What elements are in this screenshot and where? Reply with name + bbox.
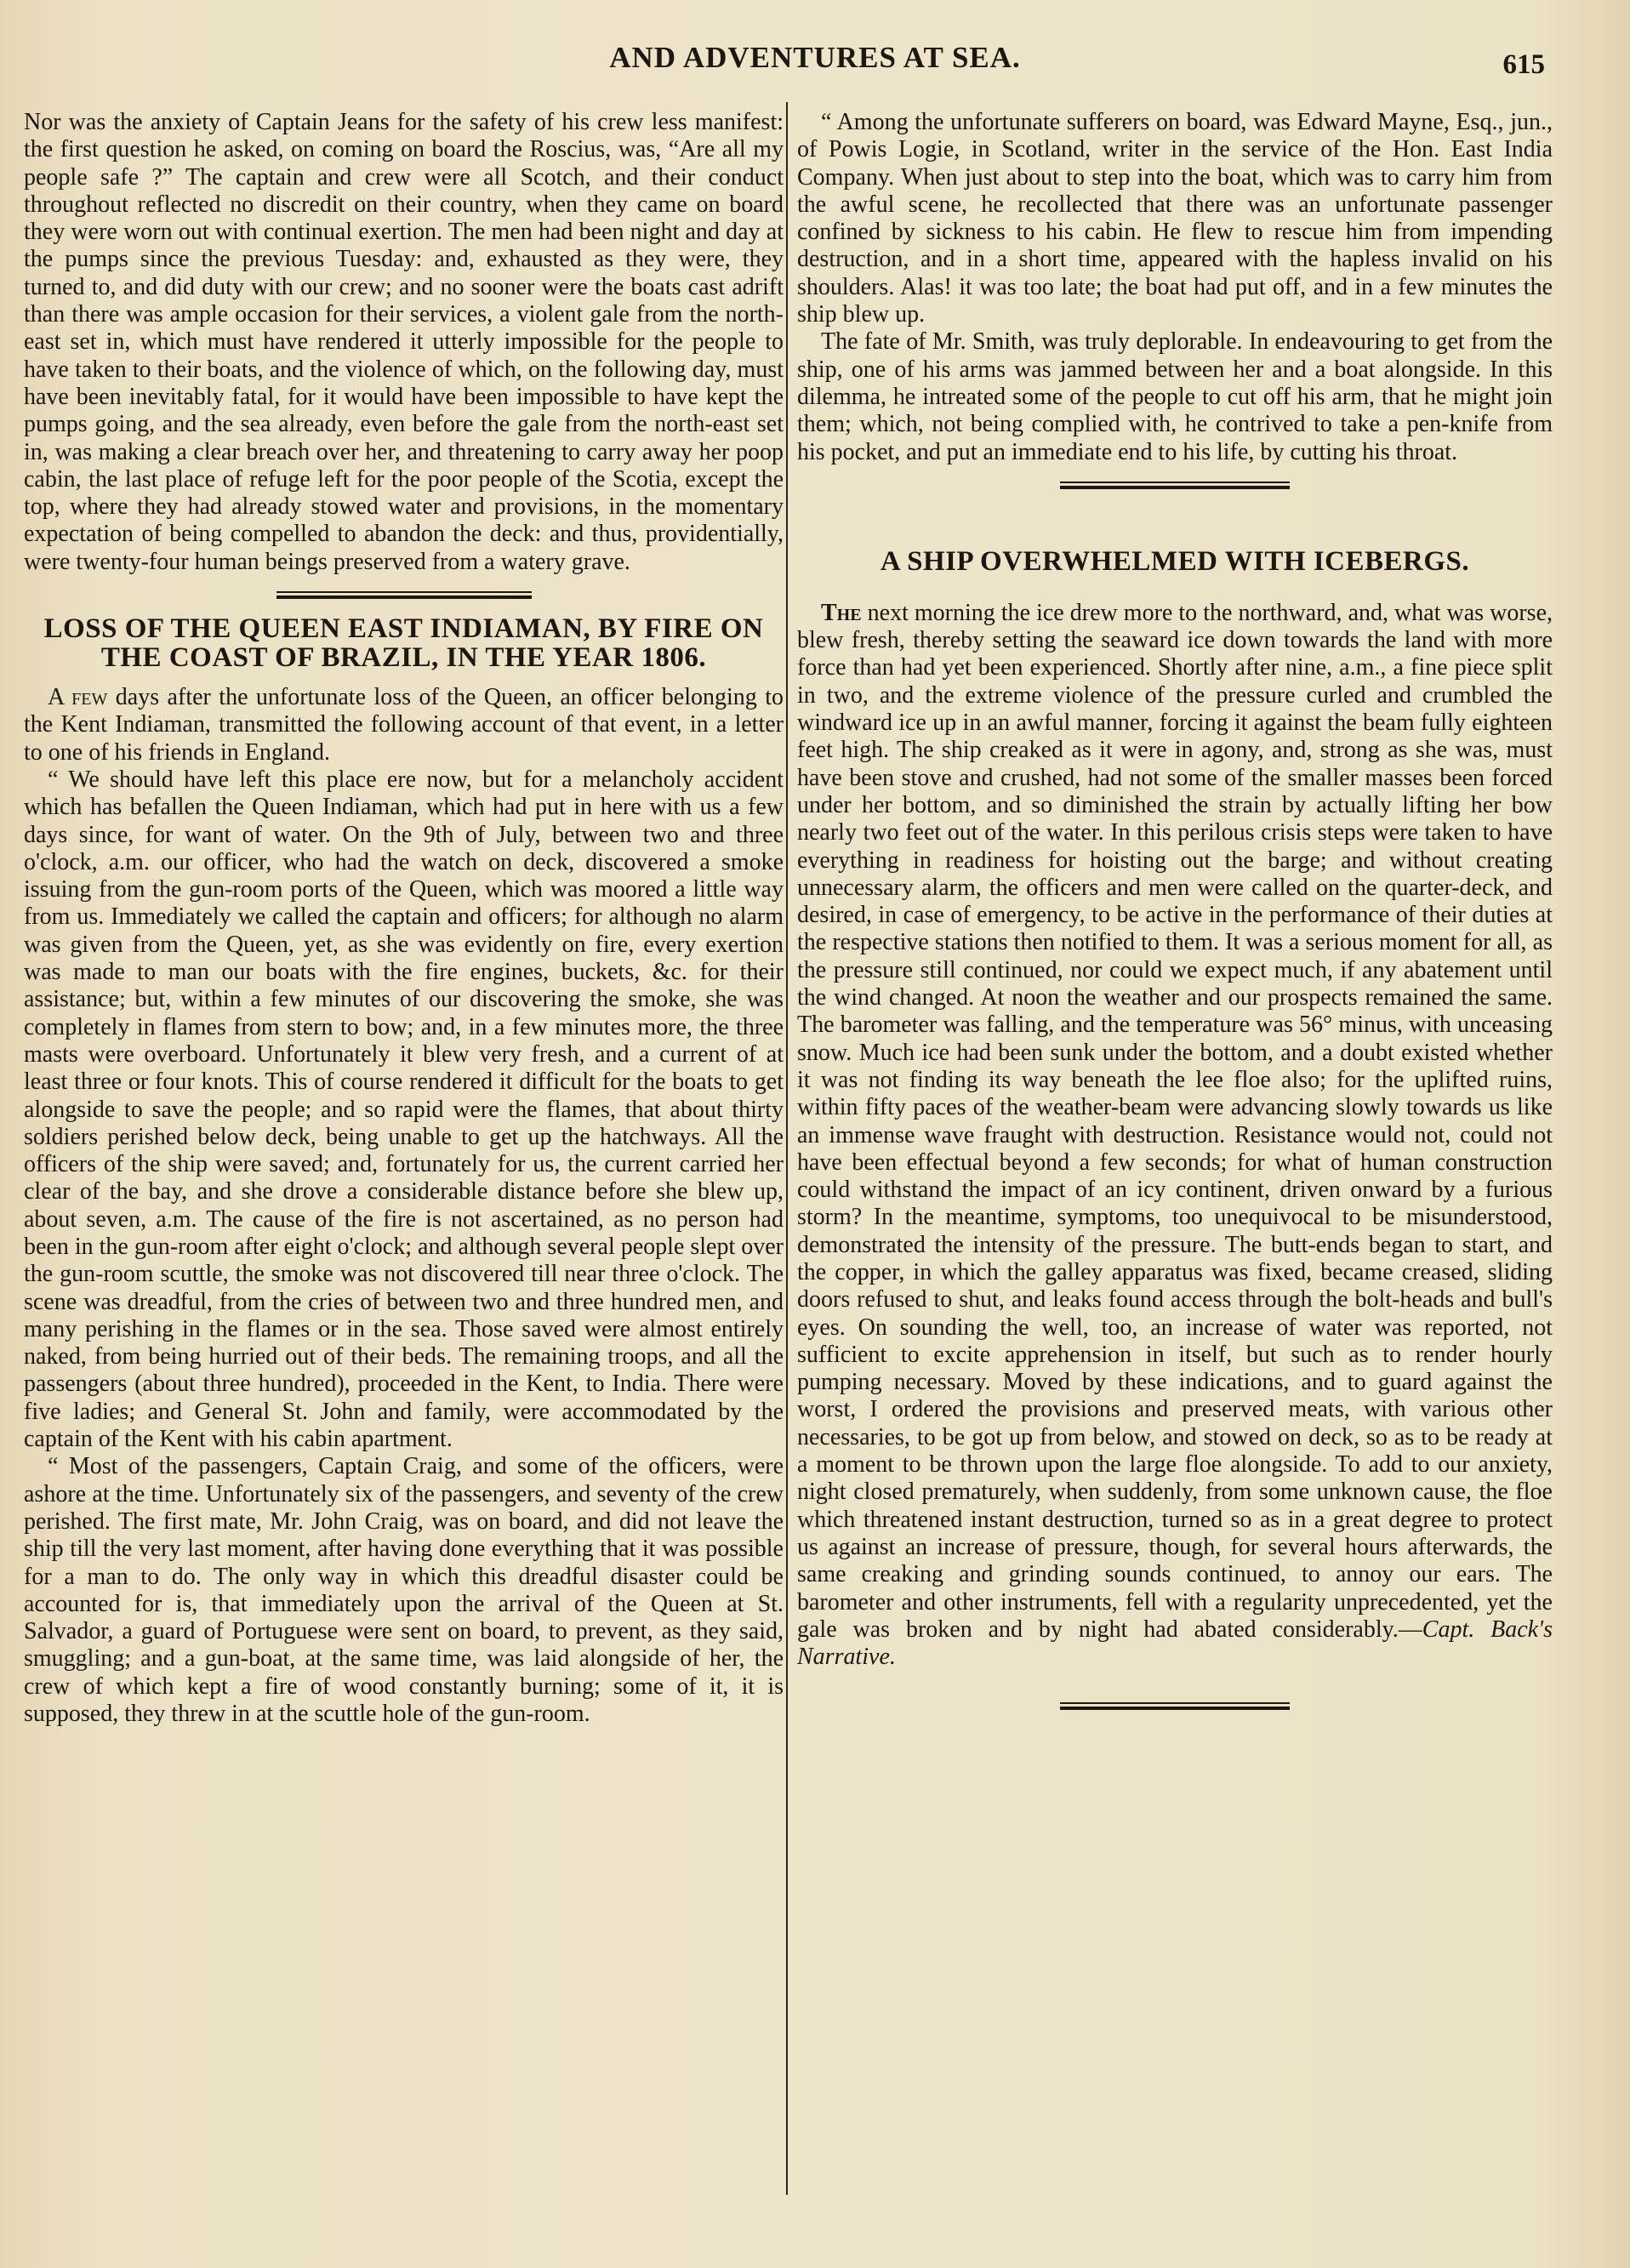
spacer — [797, 504, 1553, 547]
paragraph-letter-account: “ We should have left this place ere now, but for a melancholy accident which has befallen the Queen Indiaman, which had put in here with us a few days since, for want of water. On the 9th of July, between two and three o'clock, a.m. our officer, who had the watch on deck, discovered a smoke issuing from the gun-room ports of the Queen, which was moored a little way from us. Immediately we called the captain and officers; for although no alarm was given from the Queen, yet, as she was evidently on fire, every exertion was made to man our boats with the fire engines, buckets, &c. for their assistance; but, within a few minutes of our discovering the smoke, she was completely in flames from stern to bow; and, in a few minutes more, the three masts were overboard. Unfortunately it blew very fresh, and a current of at least three or four knots. This of course rendered it difficult for the boats to get alongside to save the people; and so rapid were the flames, that about thirty soldiers perished below deck, being unable to get up the hatchways. All the officers of the ship were saved; and, fortunately for us, the current carried her clear of the bay, and she drove a considerable distance before she blew up, about seven, a.m. The cause of the fire is not ascertained, as no person had been in the gun-room after eight o'clock; and although several people slept over the gun-room scuttle, the smoke was not discovered till near three o'clock. The scene was dreadful, from the cries of between two and three hundred men, and many perishing in the flames or in the sea. Those saved were almost entirely naked, from being hurried out of their beds. The remaining troops, and all the passengers (about three hundred), proceeded in the Kent, to India. There were five ladies; and General St. John and family, were accommodated by the captain of the Kent with his cabin apartment. — [24, 766, 784, 1453]
section-separator-rule — [1060, 481, 1290, 490]
paragraph-passengers: “ Most of the passengers, Captain Craig, and some of the officers, were ashore at the time. Unfortunately six of the passengers, and seventy of the crew perished. The first mate, Mr. John Craig, was on board, and did not leave the ship till the very last moment, after having done everything that it was possible for a man to do. The only way in which this dreadful disaster could be accounted for is, that immediately upon the arrival of the Queen at St. Salvador, a guard of Portuguese were sent on board, to prevent, as they said, smuggling; and a gun-boat, at the same time, was laid alongside of her, the crew of which kept a fire of wood constantly burning; some of it, it is supposed, they threw in at the scuttle hole of the gun-room. — [24, 1453, 784, 1728]
heading-text: LOSS OF THE QUEEN EAST INDIAMAN, BY FIRE ON THE COAST OF BRAZIL, IN THE YEAR — [43, 613, 764, 674]
section-separator-rule — [276, 590, 532, 600]
heading-year: 1806. — [641, 642, 707, 674]
paragraph-intro — [24, 684, 784, 766]
page-number: 615 — [1502, 49, 1545, 80]
paragraph-icebergs — [797, 600, 1553, 1672]
paragraph-intro-text: days after the unfortunate loss of the Queen, an officer belonging to the Kent Indiaman, transmitted the following account of that event, in a letter to one of his friends in England. — [24, 684, 784, 766]
paragraph-mr-smith: The fate of Mr. Smith, was truly deplorable. In endeavouring to get from the ship, one of his arms was jammed between her and a boat alongside. In this dilemma, he intreated some of the people to cut off his arm, that he might join them; which, not being complied with, he contrived to take a pen-knife from his pocket, and put an immediate end to his life, by cutting his throat. — [797, 328, 1553, 465]
running-head: AND ADVENTURES AT SEA. — [609, 41, 1021, 74]
paragraph-edward-mayne: “ Among the unfortunate sufferers on board, was Edward Mayne, Esq., jun., of Powis Logie, in Scotland, writer in the service of the Hon. East India Company. When just about to step into the boat, which was to carry him from the awful scene, he recollected that there was an unfortunate passenger confined by sickness to his cabin. He flew to rescue him from impending destruction, and in a short time, appeared with the hapless invalid on his shoulders. Alas! it was too late; the boat had put off, and in a few minutes the ship blew up. — [797, 109, 1553, 328]
spacer — [797, 588, 1553, 600]
left-column — [24, 109, 784, 1728]
article-heading-icebergs: A SHIP OVERWHELMED WITH ICEBERGS. — [880, 545, 1470, 577]
paragraph-icebergs-text: next morning the ice drew more to the northward, and, what was worse, blew fresh, thereby setting the seaward ice down towards the land with more force than had yet been experienced. Shortly after nine, a.m., a fine piece split in two, and the extreme violence of the pressure curled and crumbled the windward ice up in an awful manner, forcing it against the beam fully eighteen feet high. The ship creaked as it were in agony, and, strong as she was, must have been stove and crushed, had not some of the smaller masses been forced under her bottom, and so diminished the strain by actually lifting her bow nearly two feet out of the water. In this perilous crisis steps were taken to have everything in readiness for hoisting out the barge; and without creating unnecessary alarm, the officers and men were called on the quarter-deck, and desired, in case of emergency, to be active in the performance of their duties at the respective stations then notified to them. It was a serious moment for all, as the pressure still continued, nor could we expect much, if any abatement until the wind changed. At noon the weather and our prospects remained the same. The barometer was falling, and the temperature was 56° minus, with unceasing snow. Much ice had been sunk under the bottom, and a doubt existed whether it was not finding its way beneath the lee floe also; for the uplifted ruins, within fifty paces of the weather-beam were advancing slowly towards us like an immense wave fraught with destruction. Resistance would not, could not have been effectual beyond a few seconds; for what of human construction could withstand the impact of an icy continent, driven onward by a furious storm? In the meantime, symptoms, too unequivocal to be misunderstood, demonstrated the intensity of the pressure. The butt-ends began to start, and the copper, in which the galley apparatus was fixed, became creased, sliding doors refused to shut, and leaks found access through the bolt-heads and bull's eyes. On sounding the well, too, an increase of water was reported, not sufficient to excite apprehension in itself, but such as to render hourly pumping necessary. Moved by these indications, and to guard against the worst, I ordered the provisions and preserved meats, with various other necessaries, to be got up from below, and stowed on deck, so as to be ready at a moment to be thrown upon the large floe alongside. To add to our anxiety, night closed prematurely, when suddenly, from some unknown cause, the floe which threatened instant destruction, turned so as in a great degree to protect us against an increase of pressure, though, for several hours afterwards, the same creaking and grinding sounds continued, to annoy our ears. The barometer and other instruments, fell with a regularity unprecedented, yet the gale was broken and by night had abated considerably.— — [797, 599, 1553, 1643]
right-column — [797, 109, 1553, 1725]
lead-words: A few — [48, 684, 108, 711]
lead-word: The — [821, 599, 862, 626]
source-citation: Capt. Back's Narrative. — [797, 1616, 1553, 1671]
article-heading-queen-east-indiaman — [24, 614, 784, 672]
column-divider — [786, 102, 788, 2195]
paragraph-scotia-rescue: Nor was the anxiety of Captain Jeans for the safety of his crew less manifest: the first question he asked, on coming on board the Roscius, was, “Are all my people safe ?” The captain and crew were all Scotch, and their conduct throughout reflected no discredit on their country, when they came on board they were worn out with continual exertion. The men had been night and day at the pumps since the previous Tuesday: and, exhausted as they were, they turned to, and did duty with our crew; and no sooner were the boats cast adrift than there was ample occasion for their services, a violent gale from the north-east set in, which must have rendered it utterly impossible for the people to have taken to their boats, and the violence of which, on the following day, must have been inevitably fatal, for it would have been impossible to have kept the pumps going, and the sea already, even before the gale from the north-east set in, was making a clear breach over her, and threatening to carry away her poop cabin, the last place of refuge left for the poor people of the Scotia, except the top, where they had already stowed water and provisions, in the momentary expectation of being compelled to abandon the deck: and thus, providentially, were twenty-four human beings preserved from a watery grave. — [24, 109, 784, 575]
section-separator-rule — [1060, 1701, 1290, 1711]
